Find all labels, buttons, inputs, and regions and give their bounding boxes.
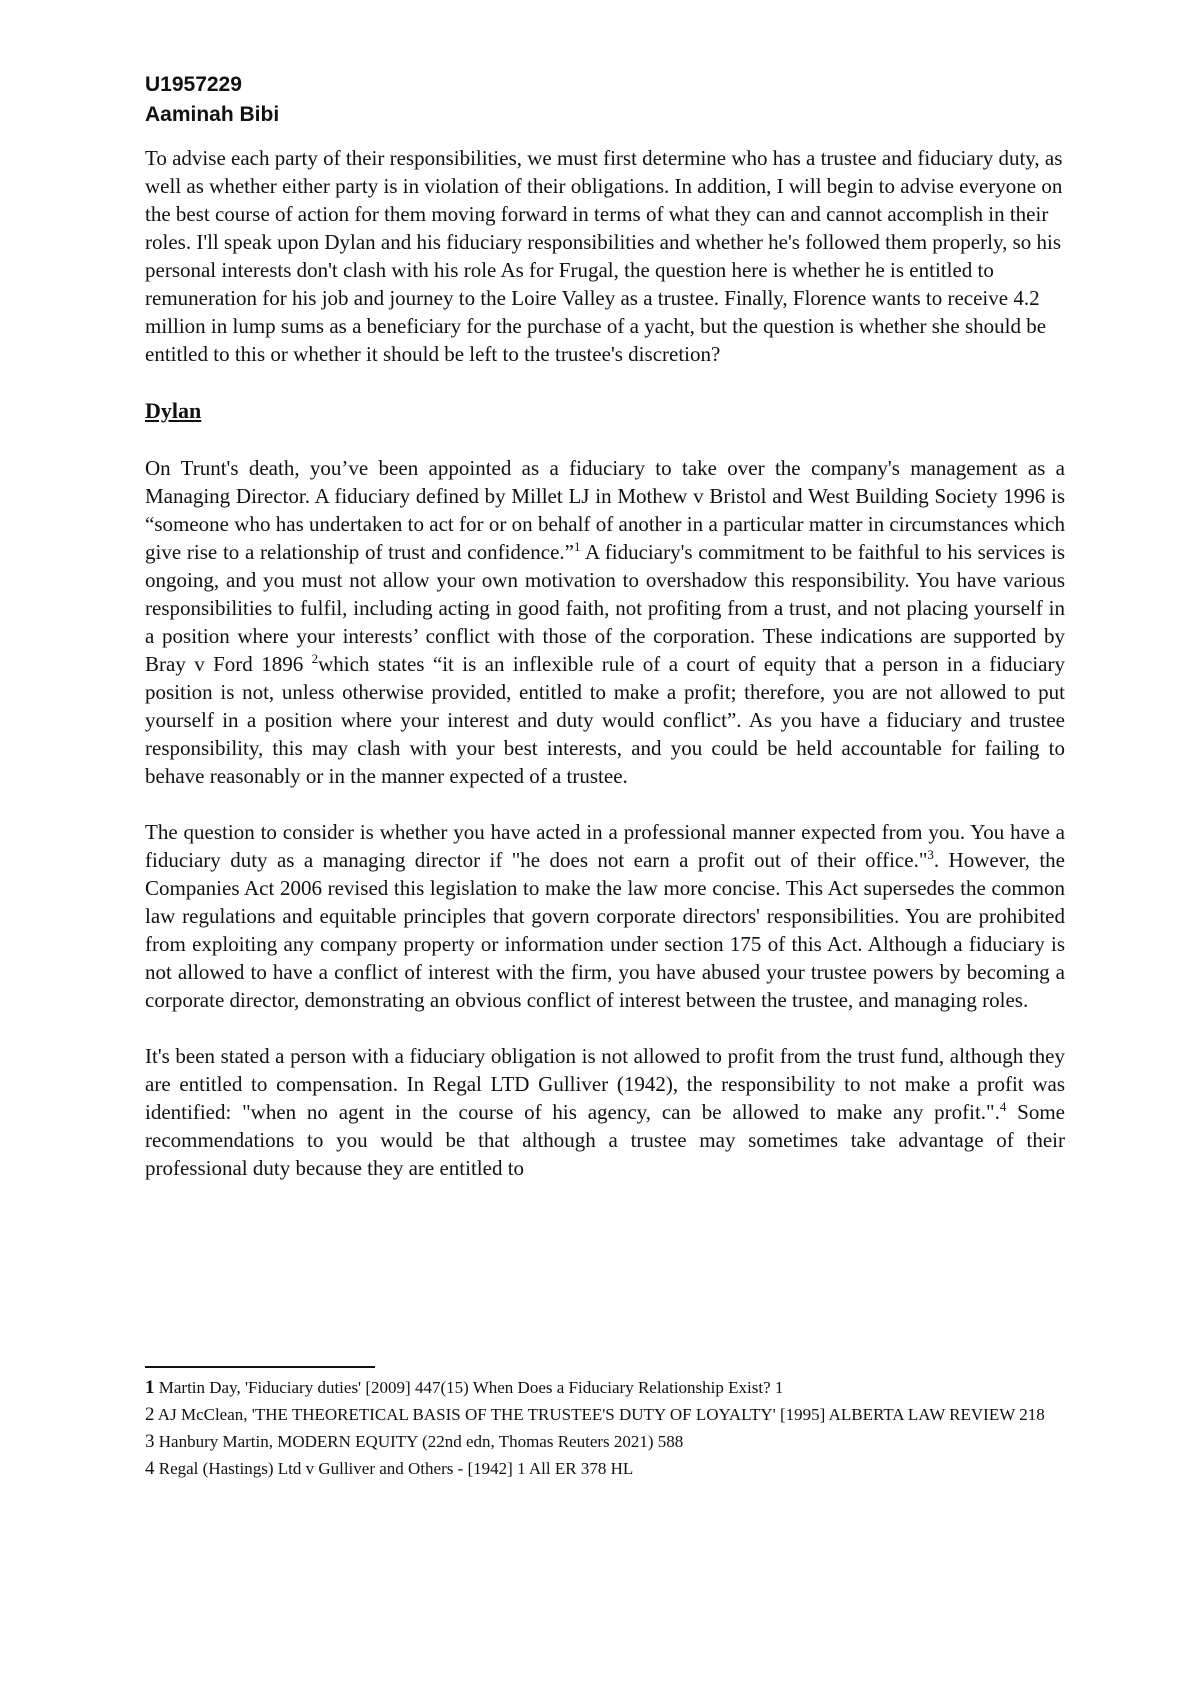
footnote-text: Martin Day, 'Fiduciary duties' [2009] 447(15) When Does a Fiduciary Relationship Exist? 1 [154, 1378, 784, 1397]
footnote-ref-2: 2 [311, 651, 319, 666]
paragraph-text: It's been stated a person with a fiduciary obligation is not allowed to profit from the trust fund, although they are entitled to compensation. In Regal LTD Gulliver (1942), the responsibility to not make a profit was identified: "when no agent in the course of his agency, can be allowed to make any profit.". [145, 1044, 1065, 1124]
intro-paragraph: To advise each party of their responsibilities, we must first determine who has a trustee and fiduciary duty, as well as whether either party is in violation of their obligations. In addition, I will begin to advise everyone on the best course of action for them moving forward in terms of what they can and cannot accomplish in their roles. I'll speak upon Dylan and his fiduciary responsibilities and whether he's followed them properly, so his personal interests don't clash with his role As for Frugal, the question here is whether he is entitled to remuneration for his job and journey to the Loire Valley as a trustee. Finally, Florence wants to receive 4.2 million in lump sums as a beneficiary for the purchase of a yacht, but the question is whether she should be entitled to this or whether it should be left to the trustee's discretion? [145, 146, 1063, 366]
footnote-1 [145, 1374, 1065, 1401]
footnote-text: Hanbury Martin, MODERN EQUITY (22nd edn, Thomas Reuters 2021) 588 [154, 1432, 684, 1451]
footnote-number: 4 [145, 1458, 155, 1479]
paragraph-fiduciary-definition [145, 454, 1065, 790]
paragraph-text: The question to consider is whether you have acted in a professional manner expected from you. You have a fiduciary duty as a managing director if "he does not earn a profit out of their office." [145, 820, 1065, 872]
footnote-ref-3: 3 [927, 847, 934, 862]
footnote-number: 3 [145, 1431, 155, 1452]
paragraph-professional-manner [145, 818, 1065, 1014]
paragraph-profit-rule [145, 1042, 1065, 1182]
paragraph-text: which states “it is an inflexible rule of a court of equity that a person in a fiduciary position is not, unless otherwise provided, entitled to make a profit; therefore, you are not allowed to put yourself in a position where your interest and duty would conflict”. As you have a fiduciary and trustee responsibility, this may clash with your best interests, and you could be held accountable for failing to behave reasonably or in the manner expected of a trustee. [145, 652, 1065, 788]
footnote-number: 2 [145, 1404, 155, 1425]
student-id: U1957229 [145, 73, 242, 96]
author-name: Aaminah Bibi [145, 103, 280, 126]
section-heading-dylan: Dylan [145, 398, 202, 423]
footnote-ref-1: 1 [573, 539, 581, 554]
footnote-2 [145, 1401, 1065, 1428]
paragraph-text: Some recommendations to you would be that although a trustee may sometimes take advantage of their professional duty because they are entitled to [145, 1100, 1065, 1180]
paragraph-text: On Trunt's death, you’ve been appointed as a fiduciary to take over the company's management as a Managing Director. A fiduciary defined by Millet LJ in Mothew v Bristol and West Building Society 1996 is “someone who has undertaken to act for or on behalf of another in a particular matter in circumstances which give rise to a relationship of trust and confidence.” [145, 456, 1065, 564]
footnote-4 [145, 1455, 1065, 1482]
paragraph-text: A fiduciary's commitment to be faithful to his services is ongoing, and you must not allow your own motivation to overshadow this responsibility. You have various responsibilities to fulfil, including acting in good faith, not profiting from a trust, and not placing yourself in a position where your interests’ conflict with those of the corporation. These indications are supported by Bray v Ford 1896 [145, 540, 1065, 676]
document-page [145, 70, 1065, 1210]
document-header [145, 70, 1065, 130]
footnotes [145, 1374, 1065, 1482]
footnote-separator [145, 1366, 375, 1368]
footnote-text: Regal (Hastings) Ltd v Gulliver and Others - [1942] 1 All ER 378 HL [154, 1459, 634, 1478]
footnote-number: 1 [145, 1377, 155, 1398]
footnote-ref-4: 4 [999, 1099, 1007, 1114]
paragraph-text: . However, the Companies Act 2006 revised this legislation to make the law more concise. This Act supersedes the common law regulations and equitable principles that govern corporate directors' responsibilities. You are prohibited from exploiting any company property or information under section 175 of this Act. Although a fiduciary is not allowed to have a conflict of interest with the firm, you have abused your trustee powers by becoming a corporate director, demonstrating an obvious conflict of interest between the trustee, and managing roles. [145, 848, 1065, 1012]
footnote-3 [145, 1428, 1065, 1455]
footnote-text: AJ McClean, 'THE THEORETICAL BASIS OF THE TRUSTEE'S DUTY OF LOYALTY' [1995] ALBERTA LAW REVIEW 218 [154, 1405, 1045, 1424]
